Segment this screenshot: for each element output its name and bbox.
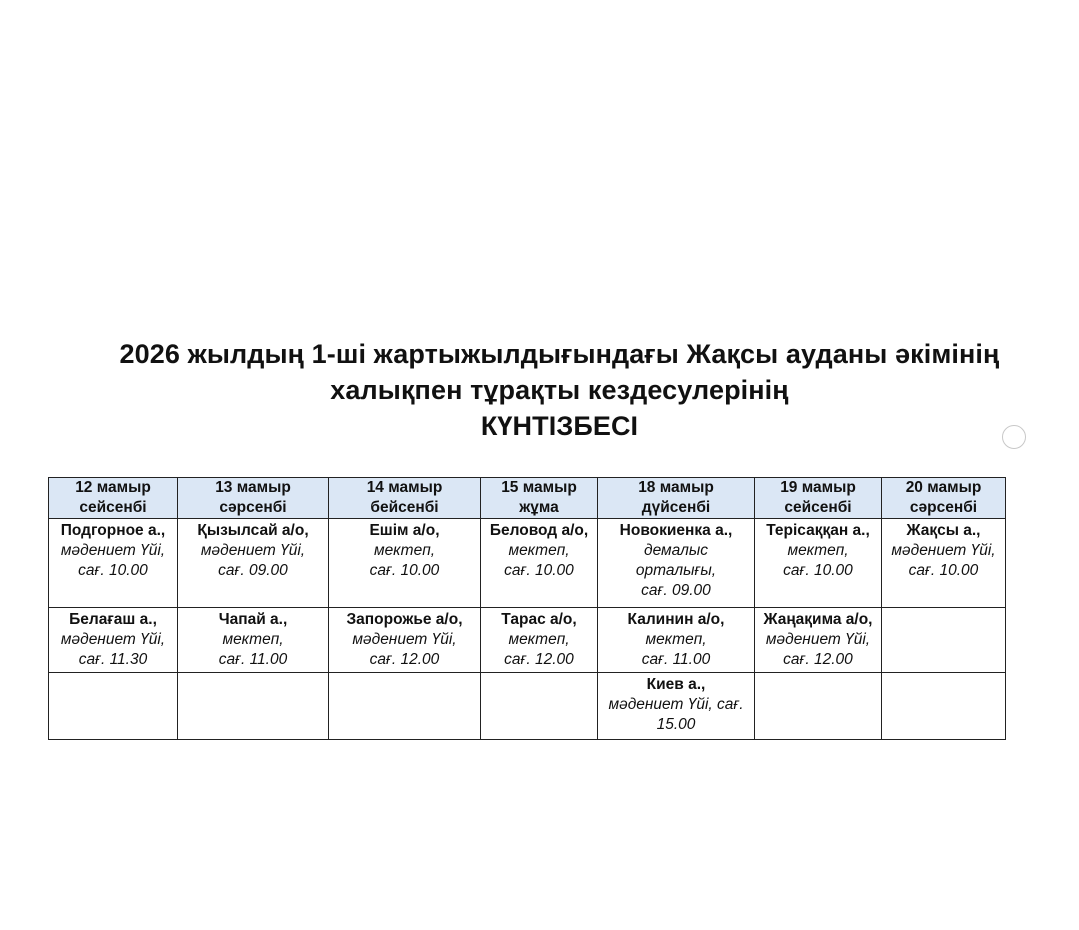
circle-icon[interactable]: [1002, 425, 1026, 449]
title-line-2: халықпен тұрақты кездесулерінің: [330, 375, 789, 405]
table-cell: Жаңақима а/о, мәдениет Үйі, сағ. 12.00: [755, 608, 882, 673]
table-row: [49, 519, 1006, 608]
table-cell-empty: [882, 673, 1006, 740]
title-line-1: 2026 жылдың 1-ші жартыжылдығындағы Жақсы ауданы әкімінің: [119, 339, 1000, 369]
header-cell: 13 мамыр сәрсенбі: [178, 478, 329, 519]
table-cell: Беловод а/о, мектеп, сағ. 10.00: [481, 519, 598, 608]
table-cell: Запорожье а/о, мәдениет Үйі, сағ. 12.00: [329, 608, 481, 673]
header-cell: 19 мамыр сейсенбі: [755, 478, 882, 519]
table-cell: Калинин а/о, мектеп, сағ. 11.00: [598, 608, 755, 673]
table-cell: Ешім а/о, мектеп, сағ. 10.00: [329, 519, 481, 608]
header-cell: 15 мамыр жұма: [481, 478, 598, 519]
table-cell: Жақсы а., мәдениет Үйі, сағ. 10.00: [882, 519, 1006, 608]
table-cell-empty: [329, 673, 481, 740]
header-cell: 12 мамыр сейсенбі: [49, 478, 178, 519]
table-cell: Тарас а/о, мектеп, сағ. 12.00: [481, 608, 598, 673]
table-cell-empty: [178, 673, 329, 740]
document-title: [40, 336, 1079, 444]
table-header-row: [49, 478, 1006, 519]
table-cell: Чапай а., мектеп, сағ. 11.00: [178, 608, 329, 673]
table-row: [49, 608, 1006, 673]
header-cell: 20 мамыр сәрсенбі: [882, 478, 1006, 519]
table-cell: Терісаққан а., мектеп, сағ. 10.00: [755, 519, 882, 608]
header-cell: 18 мамыр дүйсенбі: [598, 478, 755, 519]
table-cell-empty: [49, 673, 178, 740]
table-cell: Подгорное а., мәдениет Үйі, сағ. 10.00: [49, 519, 178, 608]
schedule-table: [48, 477, 1006, 740]
table-cell-empty: [755, 673, 882, 740]
header-cell: 14 мамыр бейсенбі: [329, 478, 481, 519]
table-cell-empty: [882, 608, 1006, 673]
table-cell: Новокиенка а., демалыс орталығы, сағ. 09.00: [598, 519, 755, 608]
title-line-3: КҮНТІЗБЕСІ: [480, 411, 639, 441]
table-row: [49, 673, 1006, 740]
table-cell: Киев а., мәдениет Үйі, сағ. 15.00: [598, 673, 755, 740]
table-cell: Қызылсай а/о, мәдениет Үйі, сағ. 09.00: [178, 519, 329, 608]
table-cell: Белағаш а., мәдениет Үйі, сағ. 11.30: [49, 608, 178, 673]
table-cell-empty: [481, 673, 598, 740]
